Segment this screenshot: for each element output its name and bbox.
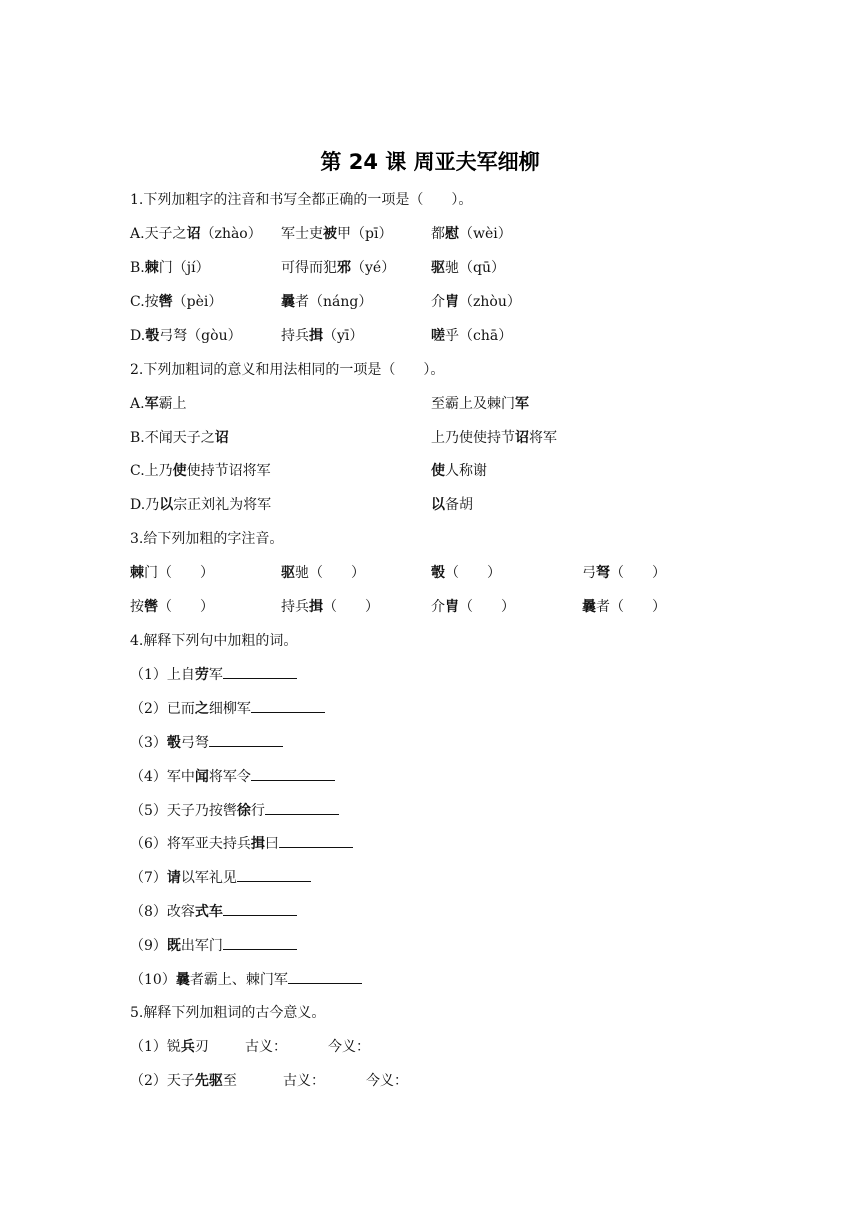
answer-blank[interactable]: [288, 969, 362, 984]
q3-item: 介胄（ ）: [431, 599, 515, 615]
q3-item: 持兵揖（ ）: [281, 599, 379, 615]
q3-item: 彀（ ）: [431, 565, 501, 581]
q2-b-right: 上乃使使持节诏将军: [431, 430, 557, 446]
q3-item: 弓弩（ ）: [582, 565, 666, 581]
q2-option-d: D.乃以宗正刘礼为将军: [130, 497, 272, 513]
q5-ancient-label: 古义：: [283, 1073, 325, 1089]
q1-stem: 1.下列加粗字的注音和书写全都正确的一项是（ ）。: [130, 192, 473, 208]
q3-item: 曩者（ ）: [582, 599, 666, 615]
q1-a-item-3: 都慰（wèi）: [431, 226, 512, 242]
q5-modern-label: 今义：: [328, 1039, 370, 1055]
q4-item: （2）已而之细柳军: [130, 698, 325, 720]
q1-option-c: C.按辔（pèi）: [130, 294, 223, 310]
q1-option-a: A.天子之诏（zhào）: [130, 226, 262, 242]
q3-item: 棘门（ ）: [130, 565, 214, 581]
q1-option-d: D.彀弓弩（gòu）: [130, 328, 242, 344]
q2-option-a: A.军霸上: [130, 396, 187, 412]
q3-item: 按辔（ ）: [130, 599, 214, 615]
q3-item: 驱驰（ ）: [281, 565, 365, 581]
q2-option-b: B.不闻天子之诏: [130, 430, 229, 446]
q5-stem: 5.解释下列加粗词的古今意义。: [130, 1005, 326, 1021]
q4-item: （10）曩者霸上、棘门军: [130, 969, 362, 991]
page-title: 第 24 课 周亚夫军细柳: [320, 150, 540, 174]
q1-b-item-3: 驱驰（qū）: [431, 260, 505, 276]
q1-c-item-3: 介胄（zhòu）: [431, 294, 521, 310]
answer-blank[interactable]: [279, 833, 353, 848]
q4-item: （3）彀弓弩: [130, 732, 283, 754]
q4-item: （1）上自劳军: [130, 664, 297, 686]
q1-b-item-2: 可得而犯邪（yé）: [281, 260, 396, 276]
q4-item: （9）既出军门: [130, 935, 297, 957]
q4-item: （7）请以军礼见: [130, 867, 311, 889]
q1-d-item-2: 持兵揖（yī）: [281, 328, 364, 344]
answer-blank[interactable]: [251, 766, 335, 781]
q4-item: （8）改容式车: [130, 901, 297, 923]
q2-a-right: 至霸上及棘门军: [431, 396, 529, 412]
answer-blank[interactable]: [237, 867, 311, 882]
q1-d-item-3: 嗟乎（chā）: [431, 328, 513, 344]
q2-d-right: 以备胡: [431, 497, 473, 513]
answer-blank[interactable]: [223, 664, 297, 679]
answer-blank[interactable]: [209, 732, 283, 747]
q5-item: （2）天子先驱至: [130, 1073, 237, 1089]
q3-stem: 3.给下列加粗的字注音。: [130, 531, 284, 547]
q1-a-item-2: 军士吏被甲（pī）: [281, 226, 393, 242]
q4-item: （5）天子乃按辔徐行: [130, 800, 339, 822]
answer-blank[interactable]: [223, 901, 297, 916]
q4-item: （6）将军亚夫持兵揖曰: [130, 833, 353, 855]
q2-c-right: 使人称谢: [431, 463, 487, 479]
answer-blank[interactable]: [265, 800, 339, 815]
q5-item: （1）锐兵刃: [130, 1039, 209, 1055]
q5-ancient-label: 古义：: [245, 1039, 287, 1055]
q4-item: （4）军中闻将军令: [130, 766, 335, 788]
q1-c-item-2: 曩者（náng）: [281, 294, 373, 310]
answer-blank[interactable]: [251, 698, 325, 713]
q5-modern-label: 今义：: [366, 1073, 408, 1089]
answer-blank[interactable]: [223, 935, 297, 950]
q2-option-c: C.上乃使使持节诏将军: [130, 463, 271, 479]
q4-stem: 4.解释下列句中加粗的词。: [130, 633, 298, 649]
q2-stem: 2.下列加粗词的意义和用法相同的一项是（ ）。: [130, 362, 445, 378]
q1-option-b: B.棘门（jí）: [130, 260, 210, 276]
